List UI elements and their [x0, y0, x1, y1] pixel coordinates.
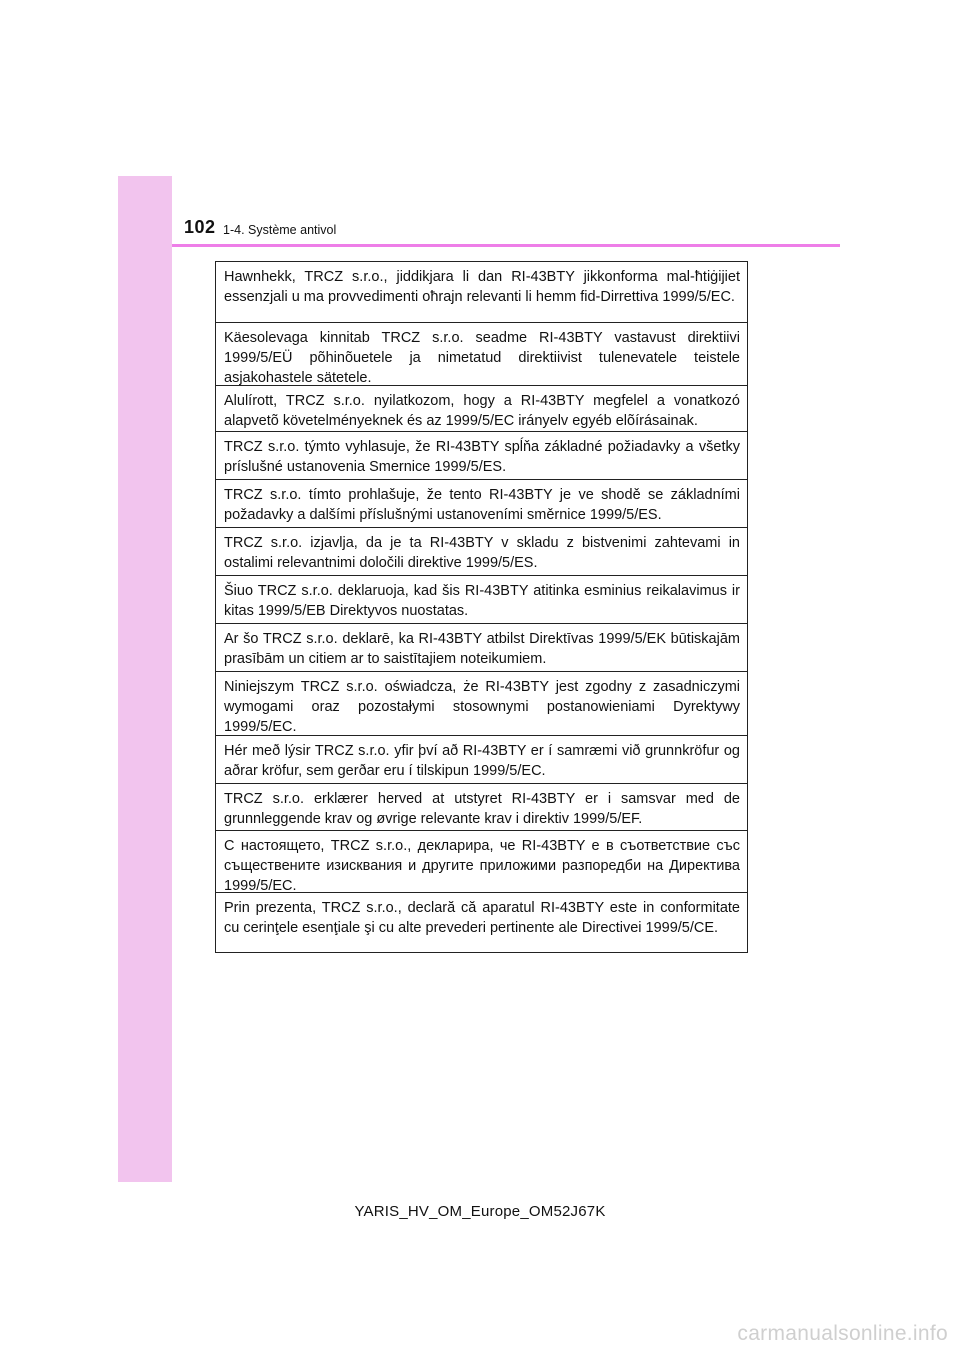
header-divider — [172, 244, 840, 247]
site-watermark: carmanualsonline.info — [737, 1322, 948, 1345]
declaration-lithuanian: Šiuo TRCZ s.r.o. deklaruoja, kad šis RI-43BTY atitinka esminius reikalavimus ir kitas 1999/5/EB Direktyvos nuostatas. — [216, 575, 747, 623]
declaration-estonian: Käesolevaga kinnitab TRCZ s.r.o. seadme RI-43BTY vastavust direktiivi 1999/5/EÜ põhinõuetele ja nimetatud direktiivist tulenevatele teistele asjakohastele sätetele. — [216, 322, 747, 385]
declaration-hungarian: Alulírott, TRCZ s.r.o. nyilatkozom, hogy a RI-43BTY megfelel a vonatkozó alapvetõ követelményeknek és az 1999/5/EC irányelv egyéb elõírásainak. — [216, 385, 747, 431]
declaration-table — [215, 261, 748, 953]
declaration-latvian: Ar šo TRCZ s.r.o. deklarē, ka RI-43BTY atbilst Direktīvas 1999/5/EK būtiskajām prasībām un citiem ar to saistītajiem noteikumiem. — [216, 623, 747, 671]
declaration-czech: TRCZ s.r.o. tímto prohlašuje, že tento RI-43BTY je ve shodě se základními požadavky a dalšími příslušnými ustanoveními směrnice 1999/5/ES. — [216, 479, 747, 527]
declaration-slovak: TRCZ s.r.o. týmto vyhlasuje, že RI-43BTY spĺňa základné požiadavky a všetky príslušné ustanovenia Smernice 1999/5/ES. — [216, 431, 747, 479]
declaration-romanian: Prin prezenta, TRCZ s.r.o., declară că aparatul RI-43BTY este in conformitate cu cerinţele esenţiale şi cu alte prevederi pertinente ale Directivei 1999/5/CE. — [216, 892, 747, 952]
declaration-bulgarian: С настоящето, TRCZ s.r.o., декларира, че RI-43BTY е в съответствие със съществените изисквания и другите приложими разпоредби на Директива 1999/5/ЕС. — [216, 830, 747, 892]
declaration-polish: Niniejszym TRCZ s.r.o. oświadcza, że RI-43BTY jest zgodny z zasadniczymi wymogami oraz pozostałymi stosownymi postanowieniami Dyrektywy 1999/5/EC. — [216, 671, 747, 735]
page-number: 102 — [184, 217, 216, 237]
declaration-slovenian: TRCZ s.r.o. izjavlja, da je ta RI-43BTY v skladu z bistvenimi zahtevami in ostalimi relevantnimi določili direktive 1999/5/ES. — [216, 527, 747, 575]
declaration-norwegian: TRCZ s.r.o. erklærer herved at utstyret RI-43BTY er i samsvar med de grunnleggende krav og øvrige relevante krav i direktiv 1999/5/EF. — [216, 783, 747, 830]
document-code-footer: YARIS_HV_OM_Europe_OM52J67K — [354, 1203, 606, 1220]
declaration-maltese: Hawnhekk, TRCZ s.r.o., jiddikjara li dan RI-43BTY jikkonforma mal-ħtiġijiet essenzjali u ma provvedimenti oħrajn relevanti li hemm fid-Dirrettiva 1999/5/EC. — [224, 269, 740, 305]
section-title: 1-4. Système antivol — [223, 223, 337, 237]
chapter-side-tab — [118, 176, 172, 1182]
declaration-icelandic: Hér með lýsir TRCZ s.r.o. yfir því að RI-43BTY er í samræmi við grunnkröfur og aðrar kröfur, sem gerðar eru í tilskipun 1999/5/EC. — [216, 735, 747, 783]
